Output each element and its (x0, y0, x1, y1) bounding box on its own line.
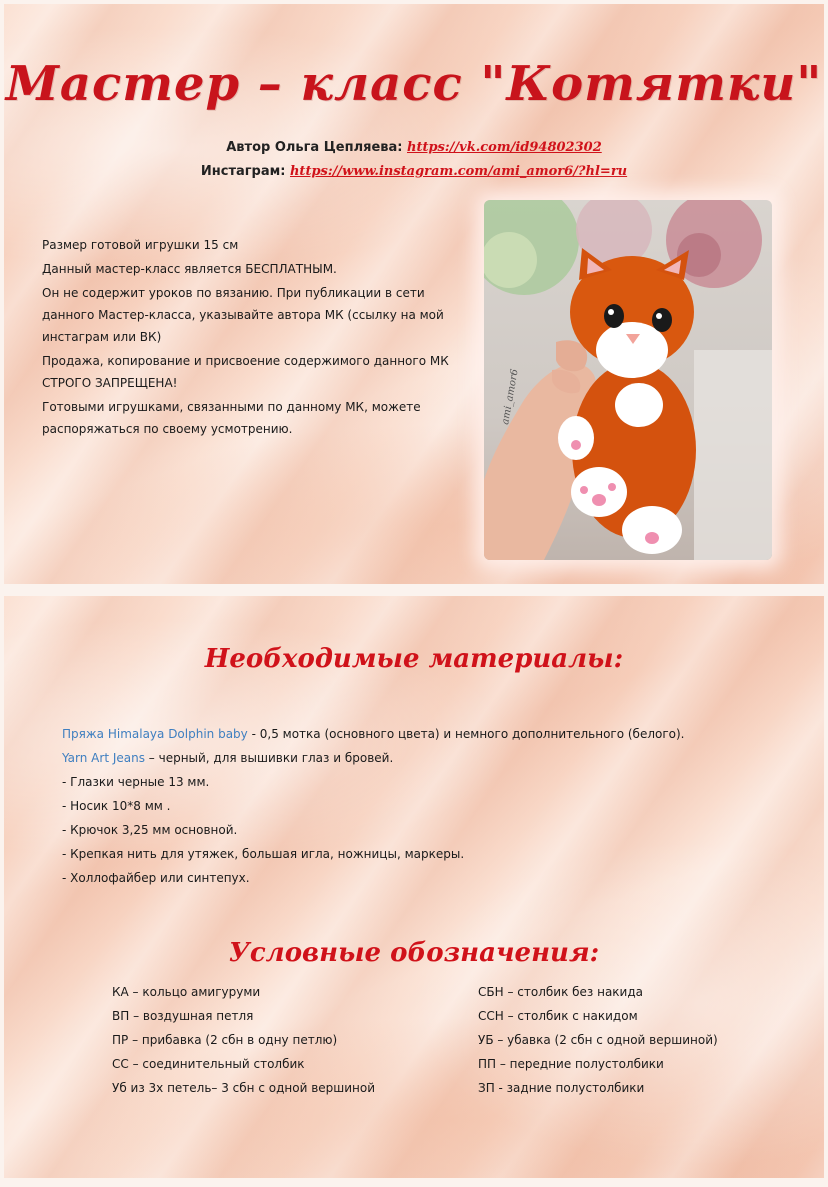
yarn-brand: Пряжа Himalaya Dolphin baby (62, 727, 248, 741)
materials-item: - Крючок 3,25 мм основной. (62, 823, 238, 837)
legend-item: Уб из 3х петель– 3 сбн с одной вершиной (112, 1081, 376, 1095)
kitten-photo (484, 200, 772, 560)
instagram-label: Инстаграм: (200, 164, 286, 179)
legend-heading: Условные обозначения: (228, 938, 600, 968)
author-label: Автор Ольга Цепляева: (226, 140, 403, 155)
materials-item (62, 746, 802, 770)
intro-item: Готовыми игрушками, связанными по данному МК, можете распоряжаться по своему усмотрению. (42, 400, 421, 436)
kitten-photo-illustration (484, 200, 772, 560)
author-vk-link[interactable]: https://vk.com/id94802302 (407, 140, 602, 155)
instagram-link[interactable]: https://www.instagram.com/ami_amor6/?hl=ru (289, 164, 628, 179)
author-credit (4, 140, 824, 155)
page-title: Мастер – класс "Котятки" (5, 56, 823, 112)
materials-item (62, 722, 802, 746)
materials-list (62, 722, 802, 890)
page-2 (4, 596, 824, 1178)
legend-list-left (112, 980, 452, 1100)
legend-item: ВП – воздушная петля (112, 1009, 254, 1023)
page-1 (4, 4, 824, 584)
intro-item: Размер готовой игрушки 15 см (42, 238, 239, 252)
instagram-credit (4, 164, 824, 179)
materials-item: - Холлофайбер или синтепух. (62, 871, 250, 885)
intro-item: Продажа, копирование и присвоение содержимого данного МК СТРОГО ЗАПРЕЩЕНА! (42, 354, 449, 390)
intro-item: Данный мастер-класс является БЕСПЛАТНЫМ. (42, 262, 337, 276)
legend-item: УБ – убавка (2 сбн с одной вершиной) (478, 1033, 718, 1047)
yarn-brand: Yarn Art Jeans (62, 751, 145, 765)
legend-item: ЗП - задние полустолбики (478, 1081, 645, 1095)
intro-list (42, 234, 462, 442)
materials-item: - Носик 10*8 мм . (62, 799, 171, 813)
materials-text: - 0,5 мотка (основного цвета) и немного дополнительного (белого). (247, 727, 685, 741)
photo-watermark: ami_amor6 (500, 368, 521, 426)
legend-item: СБН – столбик без накида (478, 985, 643, 999)
legend-item: СС – соединительный столбик (112, 1057, 305, 1071)
materials-item: - Глазки черные 13 мм. (62, 775, 210, 789)
legend-item: ПП – передние полустолбики (478, 1057, 664, 1071)
intro-item: Он не содержит уроков по вязанию. При публикации в сети данного Мастер-класса, указывайте автора МК (ссылку на мой инстаграм или ВК) (42, 286, 444, 344)
materials-item: - Крепкая нить для утяжек, большая игла, ножницы, маркеры. (62, 847, 465, 861)
legend-item: КА – кольцо амигуруми (112, 985, 261, 999)
legend-list-right (478, 980, 808, 1100)
materials-text: – черный, для вышивки глаз и бровей. (144, 751, 394, 765)
legend-item: ССН – столбик с накидом (478, 1009, 638, 1023)
legend-item: ПР – прибавка (2 сбн в одну петлю) (112, 1033, 338, 1047)
materials-heading: Необходимые материалы: (204, 644, 624, 674)
